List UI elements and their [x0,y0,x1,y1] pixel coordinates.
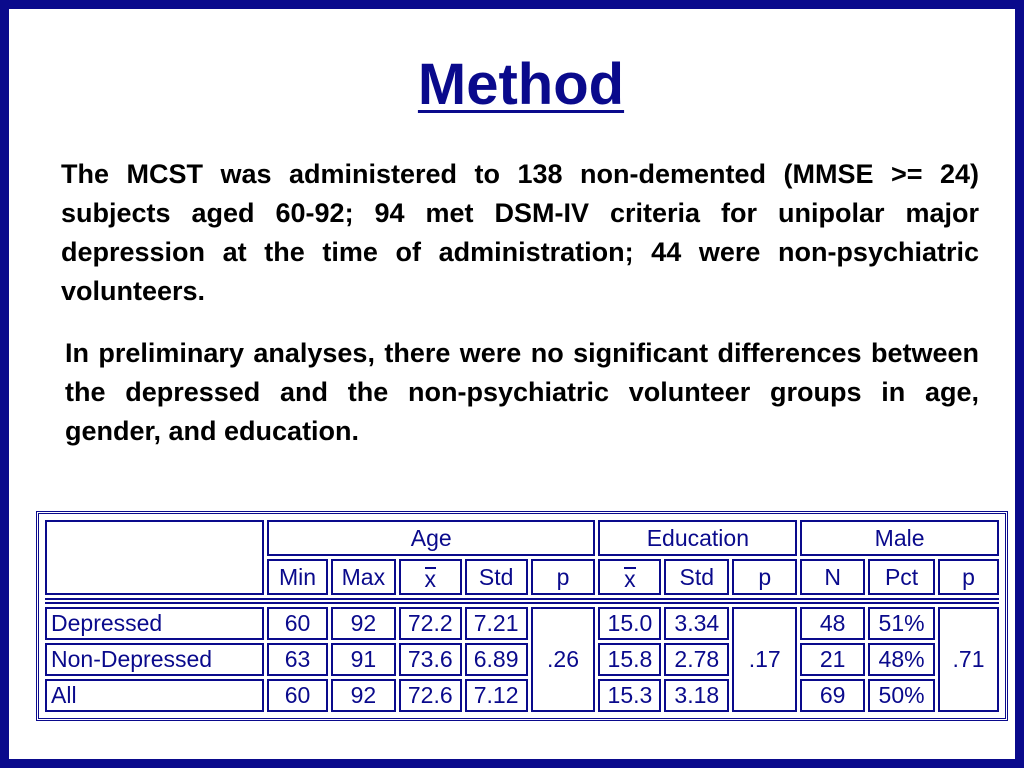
cell-age-max: 92 [331,607,396,640]
cell-age-mean: 72.6 [399,679,462,712]
group-header-age: Age [267,520,595,556]
cell-male-pct: 50% [868,679,935,712]
cell-age-min: 60 [267,679,328,712]
subheader-male-pct: Pct [868,559,935,595]
paragraph-preliminary-analyses: In preliminary analyses, there were no significant differences between the depressed and the non-psychiatric volunteer groups in age, gender, and education. [65,338,979,446]
cell-age-std: 7.21 [465,607,528,640]
cell-age-max: 91 [331,643,396,676]
header-divider-line [45,598,999,604]
cell-edu-std: 3.18 [664,679,729,712]
row-label-non-depressed: Non-Depressed [45,643,264,676]
demographics-grid [42,517,1002,715]
cell-male-pct: 51% [868,607,935,640]
table-row [45,607,999,640]
cell-male-n: 21 [800,643,865,676]
table-corner-cell [45,520,264,595]
row-label-depressed: Depressed [45,607,264,640]
subheader-age-min: Min [267,559,328,595]
cell-edu-mean: 15.0 [598,607,661,640]
subheader-male-p: p [938,559,999,595]
cell-age-std: 7.12 [465,679,528,712]
group-header-male: Male [800,520,999,556]
cell-age-min: 60 [267,607,328,640]
subheader-edu-p: p [732,559,797,595]
subheader-age-max: Max [331,559,396,595]
cell-male-p-value: .71 [938,607,999,712]
cell-edu-p-value: .17 [732,607,797,712]
cell-male-pct: 48% [868,643,935,676]
cell-male-n: 69 [800,679,865,712]
header-divider [45,598,999,604]
table-row [45,643,999,676]
row-label-all: All [45,679,264,712]
mean-xbar-symbol: x [624,566,636,592]
cell-age-mean: 72.2 [399,607,462,640]
subheader-male-n: N [800,559,865,595]
cell-age-min: 63 [267,643,328,676]
mean-xbar-symbol: x [424,566,436,592]
subheader-age-mean [399,559,462,595]
subheader-age-std: Std [465,559,528,595]
subheader-edu-mean [598,559,661,595]
cell-age-std: 6.89 [465,643,528,676]
cell-edu-std: 2.78 [664,643,729,676]
cell-edu-mean: 15.8 [598,643,661,676]
cell-age-p-value: .26 [531,607,596,712]
cell-male-n: 48 [800,607,865,640]
cell-age-mean: 73.6 [399,643,462,676]
subheader-age-p: p [531,559,596,595]
subheader-edu-std: Std [664,559,729,595]
paragraph-study-description: The MCST was administered to 138 non-demented (MMSE >= 24) subjects aged 60-92; 94 met DSM-IV criteria for unipolar major depression at the time of administration; 44 were non-psychiatric volunteers. [61,159,979,306]
slide-title: Method [417,52,625,117]
cell-edu-mean: 15.3 [598,679,661,712]
group-header-row [45,520,999,556]
table-row [45,679,999,712]
demographics-table [36,511,1008,721]
cell-edu-std: 3.34 [664,607,729,640]
cell-age-max: 92 [331,679,396,712]
group-header-education: Education [598,520,797,556]
